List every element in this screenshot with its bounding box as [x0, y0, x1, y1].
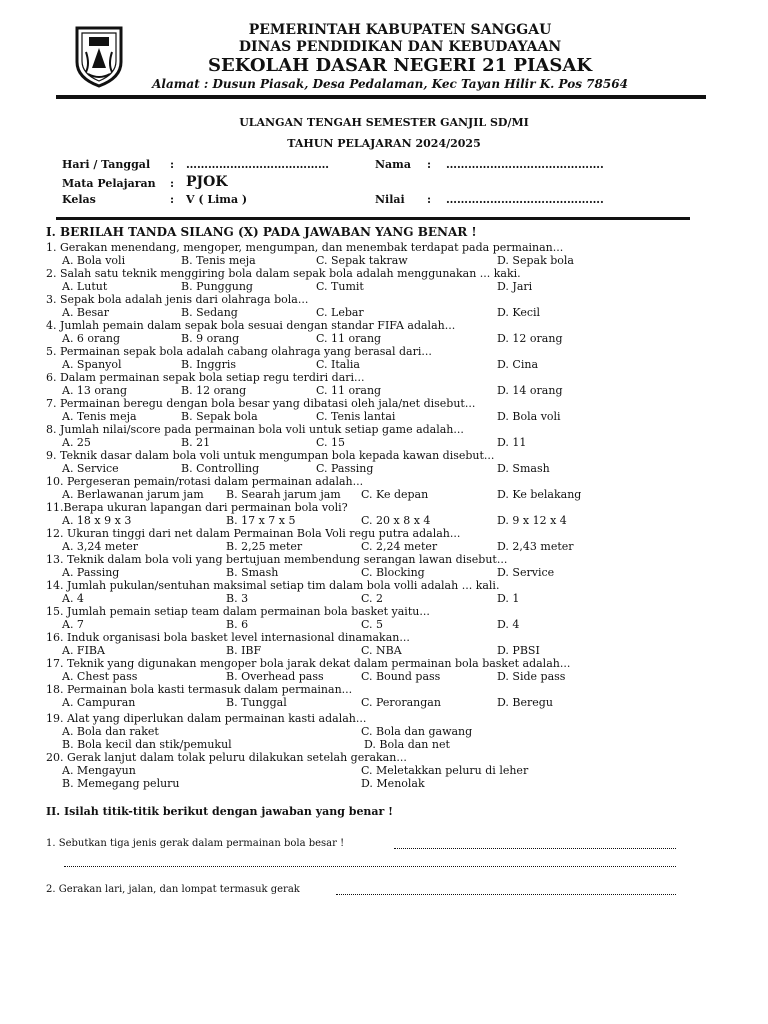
option-d[interactable]: D. Kecil [497, 306, 541, 319]
question-text: 6. Dalam permainan sepak bola setiap regu terdiri dari... [46, 371, 365, 384]
option-a[interactable]: A. Mengayun [62, 764, 136, 777]
hari-label: Hari / Tanggal [62, 158, 151, 171]
option-a[interactable]: A. FIBA [62, 644, 105, 657]
question-text: 11.Berapa ukuran lapangan dari permainan bola voli? [46, 501, 348, 514]
meta-divider [56, 217, 690, 220]
option-a[interactable]: A. Chest pass [62, 670, 138, 683]
school-address: Alamat : Dusun Piasak, Desa Pedalaman, Kec Tayan Hilir K. Pos 78564 [152, 77, 628, 91]
essay-question-1: 1. Sebutkan tiga jenis gerak dalam permainan bola besar ! [46, 838, 345, 849]
option-d[interactable]: D. Smash [497, 462, 550, 475]
option-d[interactable]: D. Service [497, 566, 555, 579]
option-a[interactable]: A. Bola voli [62, 254, 126, 267]
option-b[interactable]: B. Bola kecil dan stik/pemukul [62, 738, 232, 751]
option-b[interactable]: B. 3 [226, 592, 249, 605]
question-text: 9. Teknik dasar dalam bola voli untuk mengumpan bola kepada kawan disebut... [46, 449, 495, 462]
option-b[interactable]: B. Memegang peluru [62, 777, 180, 790]
option-c[interactable]: C. 20 x 8 x 4 [361, 514, 431, 527]
exam-title: ULANGAN TENGAH SEMESTER GANJIL SD/MI [239, 116, 529, 129]
option-c[interactable]: C. Lebar [316, 306, 364, 319]
essay-question-2: 2. Gerakan lari, jalan, dan lompat termasuk gerak [46, 884, 300, 895]
option-c[interactable]: C. Perorangan [361, 696, 441, 709]
header-divider [56, 95, 706, 99]
hari-field[interactable]: ………………………………… [186, 158, 329, 171]
nilai-field[interactable]: ……………………………………. [446, 193, 604, 206]
option-c[interactable]: C. Tenis lantai [316, 410, 396, 423]
option-a[interactable]: A. Lutut [62, 280, 108, 293]
option-d[interactable]: D. 9 x 12 x 4 [497, 514, 567, 527]
option-a[interactable]: A. Passing [62, 566, 120, 579]
option-d[interactable]: D. Menolak [361, 777, 425, 790]
option-b[interactable]: B. 6 [226, 618, 249, 631]
option-a[interactable]: A. Besar [62, 306, 109, 319]
question-text: 4. Jumlah pemain dalam sepak bola sesuai dengan standar FIFA adalah... [46, 319, 456, 332]
option-b[interactable]: B. Sedang [181, 306, 238, 319]
question-text: 8. Jumlah nilai/score pada permainan bola voli untuk setiap game adalah... [46, 423, 464, 436]
option-c[interactable]: C. Meletakkan peluru di leher [361, 764, 529, 777]
option-b[interactable]: B. IBF [226, 644, 262, 657]
kelas-colon: : [170, 193, 175, 206]
option-b[interactable]: B. Tenis meja [181, 254, 256, 267]
option-c[interactable]: C. Tumit [316, 280, 364, 293]
question-text: 7. Permainan beregu dengan bola besar yang dibatasi oleh jala/net disebut... [46, 397, 476, 410]
option-b[interactable]: B. Smash [226, 566, 279, 579]
option-b[interactable]: B. 9 orang [181, 332, 240, 345]
option-d[interactable]: D. PBSI [497, 644, 540, 657]
option-d[interactable]: D. 1 [497, 592, 520, 605]
option-a[interactable]: A. 13 orang [62, 384, 127, 397]
option-c[interactable]: C. Sepak takraw [316, 254, 408, 267]
nilai-label: Nilai [375, 193, 405, 206]
mapel-label: Mata Pelajaran [62, 177, 156, 190]
option-a[interactable]: A. Spanyol [62, 358, 122, 371]
exam-year: TAHUN PELAJARAN 2024/2025 [287, 137, 481, 150]
option-c[interactable]: C. 15 [316, 436, 346, 449]
option-b[interactable]: B. 17 x 7 x 5 [226, 514, 296, 527]
nilai-colon: : [427, 193, 432, 206]
option-d[interactable]: D. Ke belakang [497, 488, 582, 501]
option-b[interactable]: B. Tunggal [226, 696, 287, 709]
option-c[interactable]: C. Ke depan [361, 488, 429, 501]
nama-colon: : [427, 158, 432, 171]
option-a[interactable]: A. 6 orang [62, 332, 120, 345]
section1-title: I. BERILAH TANDA SILANG (X) PADA JAWABAN YANG BENAR ! [46, 225, 477, 239]
option-a[interactable]: A. 4 [62, 592, 84, 605]
question-text: 5. Permainan sepak bola adalah cabang olahraga yang berasal dari... [46, 345, 432, 358]
option-c[interactable]: C. 2,24 meter [361, 540, 438, 553]
option-c[interactable]: C. Blocking [361, 566, 425, 579]
option-b[interactable]: B. 2,25 meter [226, 540, 303, 553]
answer-line-1a[interactable] [394, 848, 676, 849]
option-c[interactable]: C. Bound pass [361, 670, 441, 683]
question-text: 14. Jumlah pukulan/sentuhan maksimal setiap tim dalam bola volli adalah ... kali. [46, 579, 500, 592]
option-d[interactable]: D. 4 [497, 618, 520, 631]
option-d[interactable]: D. Jari [497, 280, 533, 293]
option-c[interactable]: C. 11 orang [316, 332, 382, 345]
option-a[interactable]: A. Campuran [62, 696, 136, 709]
question-text: 18. Permainan bola kasti termasuk dalam permainan... [46, 683, 353, 696]
option-d[interactable]: D. Sepak bola [497, 254, 574, 267]
dept-header: DINAS PENDIDIKAN DAN KEBUDAYAAN [238, 39, 562, 55]
question-text: 2. Salah satu teknik menggiring bola dalam sepak bola adalah menggunakan ... kaki. [46, 267, 521, 280]
option-c[interactable]: C. 5 [361, 618, 384, 631]
option-b[interactable]: B. Controlling [181, 462, 260, 475]
option-d[interactable]: D. Bola voli [497, 410, 561, 423]
option-a[interactable]: A. Bola dan raket [62, 725, 159, 738]
nama-field[interactable]: ……………………………………. [446, 158, 604, 171]
option-b[interactable]: B. Inggris [181, 358, 237, 371]
option-d[interactable]: D. Beregu [497, 696, 553, 709]
option-a[interactable]: A. Tenis meja [62, 410, 137, 423]
question-text: 15. Jumlah pemain setiap team dalam permainan bola basket yaitu... [46, 605, 430, 618]
option-c[interactable]: C. NBA [361, 644, 402, 657]
question-text: 20. Gerak lanjut dalam tolak peluru dilakukan setelah gerakan... [46, 751, 407, 764]
option-d[interactable]: D. 14 orang [497, 384, 563, 397]
option-c[interactable]: C. 11 orang [316, 384, 382, 397]
question-text: 13. Teknik dalam bola voli yang bertujuan membendung serangan lawan disebut... [46, 553, 508, 566]
option-a[interactable]: A. Service [62, 462, 119, 475]
option-b[interactable]: B. Searah jarum jam [226, 488, 341, 501]
option-d[interactable]: D. Cina [497, 358, 538, 371]
school-name: SEKOLAH DASAR NEGERI 21 PIASAK [208, 55, 592, 76]
question-text: 17. Teknik yang digunakan mengoper bola jarak dekat dalam permainan bola basket adalah... [46, 657, 571, 670]
section2-title: II. Isilah titik-titik berikut dengan jawaban yang benar ! [46, 805, 394, 818]
gov-header: PEMERINTAH KABUPATEN SANGGAU [248, 22, 552, 38]
answer-line-1b[interactable] [64, 866, 676, 867]
option-b[interactable]: B. 12 orang [181, 384, 247, 397]
option-a[interactable]: A. 3,24 meter [62, 540, 139, 553]
question-text: 12. Ukuran tinggi dari net dalam Permainan Bola Voli regu putra adalah... [46, 527, 461, 540]
option-a[interactable]: A. 7 [62, 618, 84, 631]
question-text: 19. Alat yang diperlukan dalam permainan kasti adalah... [46, 712, 367, 725]
option-d[interactable]: D. Side pass [497, 670, 566, 683]
hari-colon: : [170, 158, 175, 171]
option-c[interactable]: C. Bola dan gawang [361, 725, 473, 738]
question-text: 1. Gerakan menendang, mengoper, mengumpan, dan menembak terdapat pada permainan... [46, 241, 564, 254]
nama-label: Nama [375, 158, 411, 171]
option-a[interactable]: A. 18 x 9 x 3 [62, 514, 132, 527]
option-d[interactable]: D. 12 orang [497, 332, 563, 345]
question-text: 16. Induk organisasi bola basket level internasional dinamakan... [46, 631, 410, 644]
question-text: 3. Sepak bola adalah jenis dari olahraga bola... [46, 293, 309, 306]
option-b[interactable]: B. Sepak bola [181, 410, 258, 423]
answer-line-2[interactable] [336, 894, 676, 895]
mapel-colon: : [170, 177, 175, 190]
option-c[interactable]: C. Italia [316, 358, 360, 371]
option-c[interactable]: C. Passing [316, 462, 374, 475]
question-text: 10. Pergeseran pemain/rotasi dalam permainan adalah... [46, 475, 364, 488]
option-b[interactable]: B. 21 [181, 436, 211, 449]
option-a[interactable]: A. Berlawanan jarum jam [62, 488, 204, 501]
option-b[interactable]: B. Punggung [181, 280, 253, 293]
option-d[interactable]: D. Bola dan net [364, 738, 450, 751]
option-d[interactable]: D. 11 [497, 436, 527, 449]
mapel-value: PJOK [186, 174, 228, 190]
kelas-label: Kelas [62, 193, 96, 206]
option-b[interactable]: B. Overhead pass [226, 670, 324, 683]
kelas-value: V ( Lima ) [186, 193, 248, 206]
option-c[interactable]: C. 2 [361, 592, 384, 605]
option-a[interactable]: A. 25 [62, 436, 91, 449]
option-d[interactable]: D. 2,43 meter [497, 540, 574, 553]
